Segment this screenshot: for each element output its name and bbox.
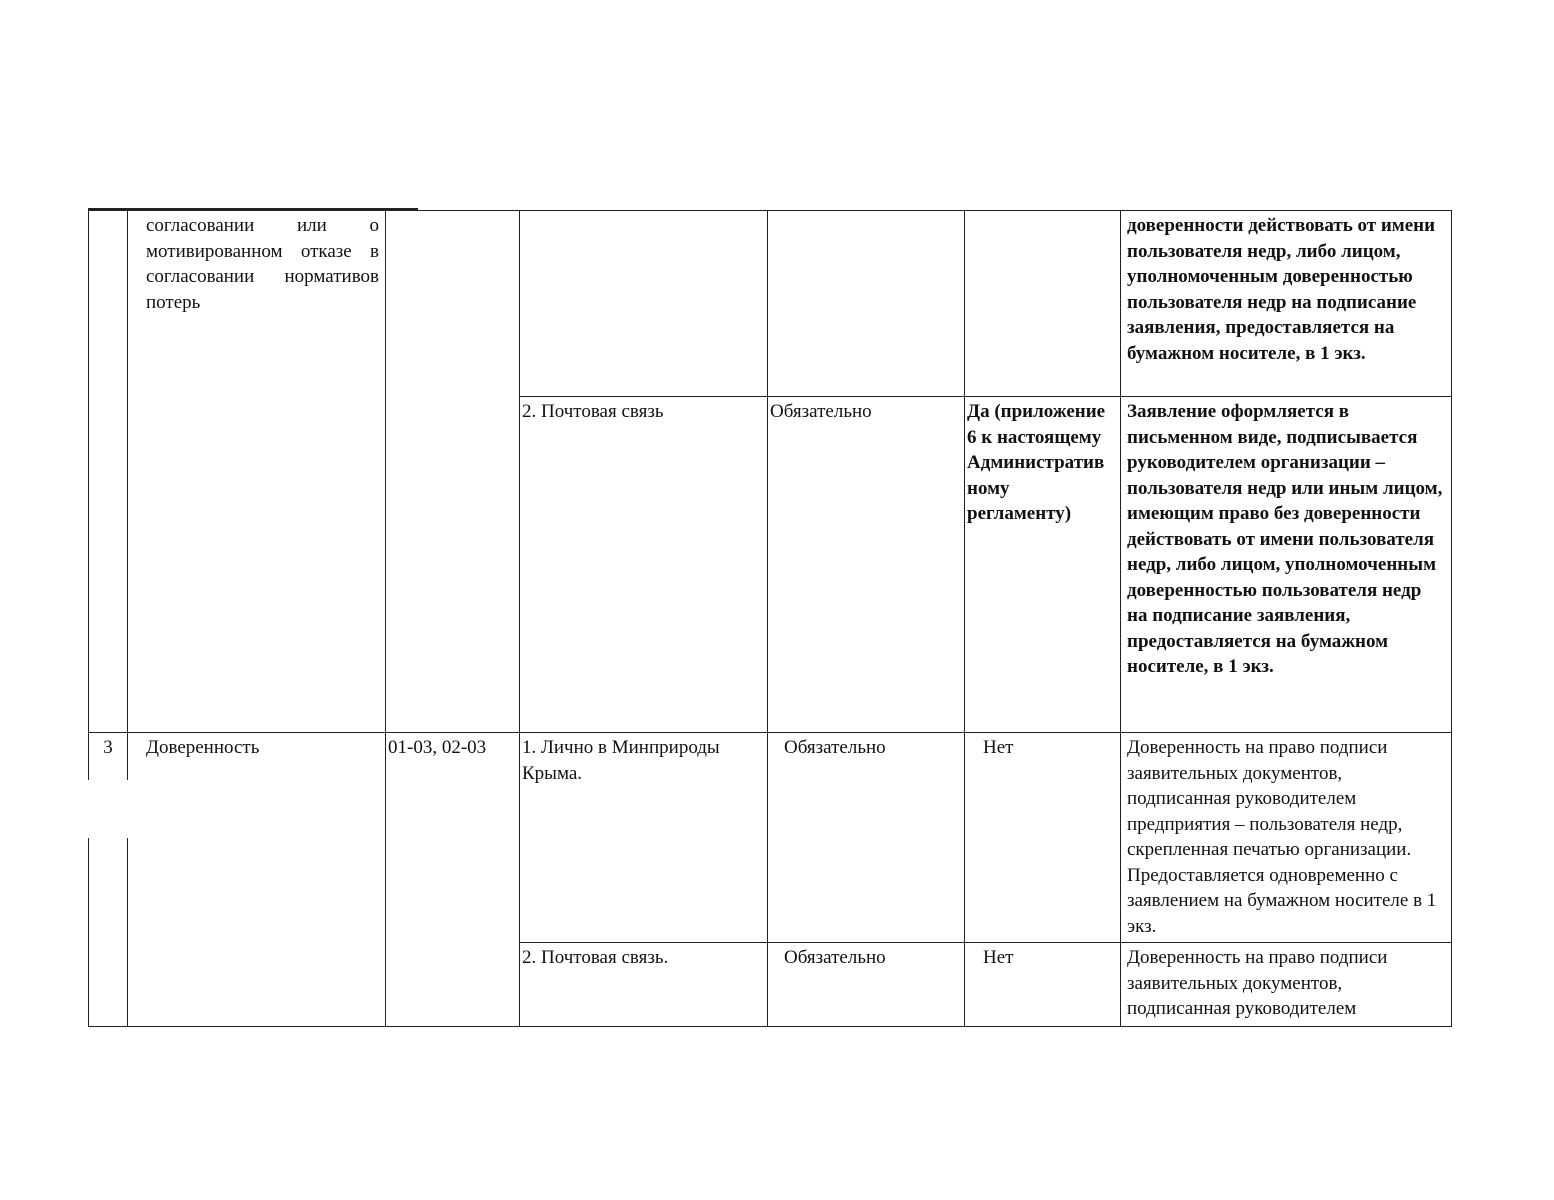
table-row: [89, 733, 1452, 943]
cell-document-name: согласовании или о мотивированном отказе в согласовании нормативов потерь: [128, 211, 386, 733]
cell-form: Нет: [965, 733, 1121, 943]
cell-required-empty: [768, 211, 965, 397]
cell-requirements: Доверенность на право подписи заявительных документов, подписанная руководителем: [1121, 943, 1452, 1027]
cell-required: Обязательно: [768, 397, 965, 733]
cell-form: Да (приложение 6 к настоящему Административ ному регламенту): [965, 397, 1121, 733]
cell-number: 3: [89, 733, 128, 1027]
cell-required: Обязательно: [768, 733, 965, 943]
table-row: [89, 211, 1452, 397]
regulation-table: [88, 210, 1452, 1027]
cell-form-empty: [965, 211, 1121, 397]
cell-code: 01-03, 02-03: [386, 733, 520, 1027]
cell-requirements: Доверенность на право подписи заявительных документов, подписанная руководителем предприятия – пользователя недр, скрепленная печатью организации. Предоставляется одновременно с заявлением на бумажном носителе в 1 экз.: [1121, 733, 1452, 943]
cell-document-name: Доверенность: [128, 733, 386, 1027]
cell-form: Нет: [965, 943, 1121, 1027]
cell-requirements: Заявление оформляется в письменном виде, подписывается руководителем организации – пользователя недр или иным лицом, имеющим право без доверенности действовать от имени пользователя недр, либо лицом, уполномоченным доверенностью пользователя недр на подписание заявления, предоставляется на бумажном носителе, в 1 экз.: [1121, 397, 1452, 733]
cell-method-empty: [520, 211, 768, 397]
cell-number-empty: [89, 211, 128, 733]
cell-method: 2. Почтовая связь: [520, 397, 768, 733]
scan-gap: [86, 780, 136, 838]
cell-method: 2. Почтовая связь.: [520, 943, 768, 1027]
cell-required: Обязательно: [768, 943, 965, 1027]
cell-method: 1. Лично в Минприроды Крыма.: [520, 733, 768, 943]
cell-requirements: доверенности действовать от имени пользователя недр, либо лицом, уполномоченным доверенностью пользователя недр на подписание заявления, предоставляется на бумажном носителе, в 1 экз.: [1121, 211, 1452, 397]
cell-code-empty: [386, 211, 520, 733]
